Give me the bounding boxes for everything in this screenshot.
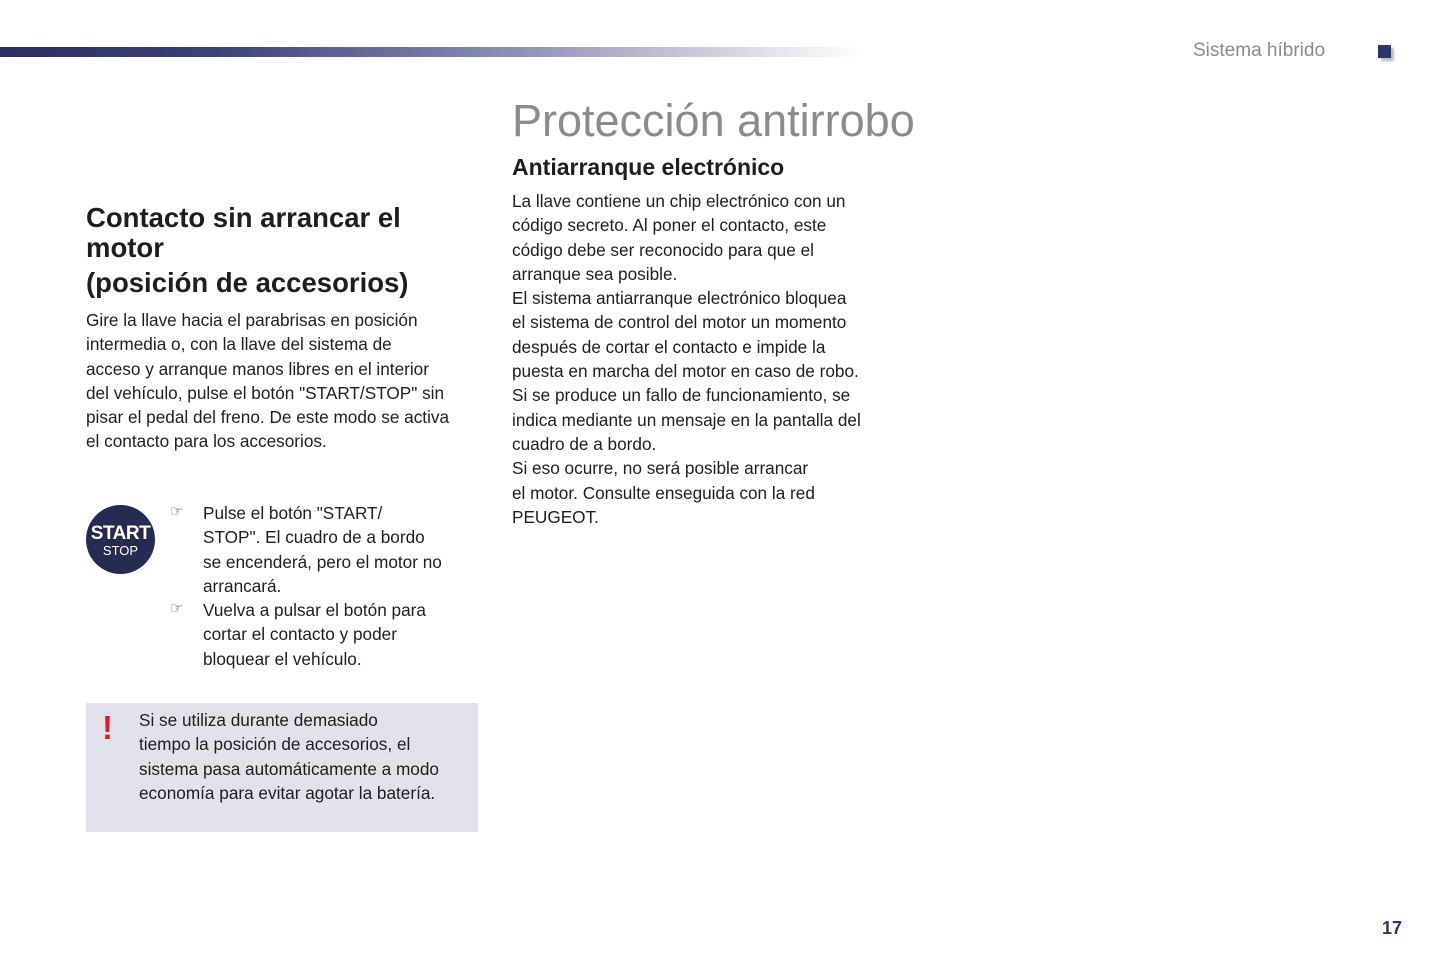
- page-number: 17: [1382, 918, 1403, 938]
- heading-line-2: (posición de accesorios): [86, 267, 409, 298]
- antitheft-body-text: La llave contiene un chip electrónico con un código secreto. Al poner el contacto, este código debe ser reconocido para que el arranque sea posible. El sistema antiarranque electrónico bloquea el sistema de control del motor un momento después de cortar el contacto e impide la puesta en marcha del motor en caso de robo. Si se produce un fallo de funcionamiento, se indica mediante un mensaje en la pantalla del cuadro de a bordo. Si eso ocurre, no será posible arrancar el motor. Consulte enseguida con la red PEUGEOT.: [512, 191, 861, 527]
- warning-exclamation-icon: !: [102, 709, 113, 746]
- warning-note-text: Si se utiliza durante demasiado tiempo la posición de accesorios, el sistema pasa automáticamente a modo economía para evitar agotar la batería.: [139, 710, 439, 803]
- section-title: Sistema híbrido: [1193, 40, 1326, 61]
- accessory-body-text: Gire la llave hacia el parabrisas en posición intermedia o, con la llave del sistema de acceso y arranque manos libres en el interior del vehículo, pulse el botón "START/STOP" sin pisar el pedal del freno. De este modo se activa el contacto para los accesorios.: [86, 310, 450, 452]
- page-title: Protección antirrobo: [512, 95, 915, 146]
- start-label: START: [90, 523, 151, 544]
- step-item: Vuelva a pulsar el botón para cortar el contacto y poder bloquear el vehículo.: [203, 600, 426, 669]
- accessory-position-heading: [86, 203, 486, 298]
- step-item: Pulse el botón "START/ STOP". El cuadro de a bordo se encenderá, pero el motor no arrancará.: [203, 503, 442, 596]
- stop-label: STOP: [102, 543, 139, 558]
- section-marker-square: [1378, 45, 1391, 58]
- pointing-hand-icon: ☞: [170, 600, 184, 617]
- heading-line-1: Contacto sin arrancar el motor: [86, 202, 401, 263]
- pointing-hand-icon: ☞: [170, 503, 184, 520]
- header-gradient-bar: [0, 47, 860, 57]
- start-stop-button-icon: [86, 505, 155, 574]
- subsection-title: Antiarranque electrónico: [512, 154, 785, 180]
